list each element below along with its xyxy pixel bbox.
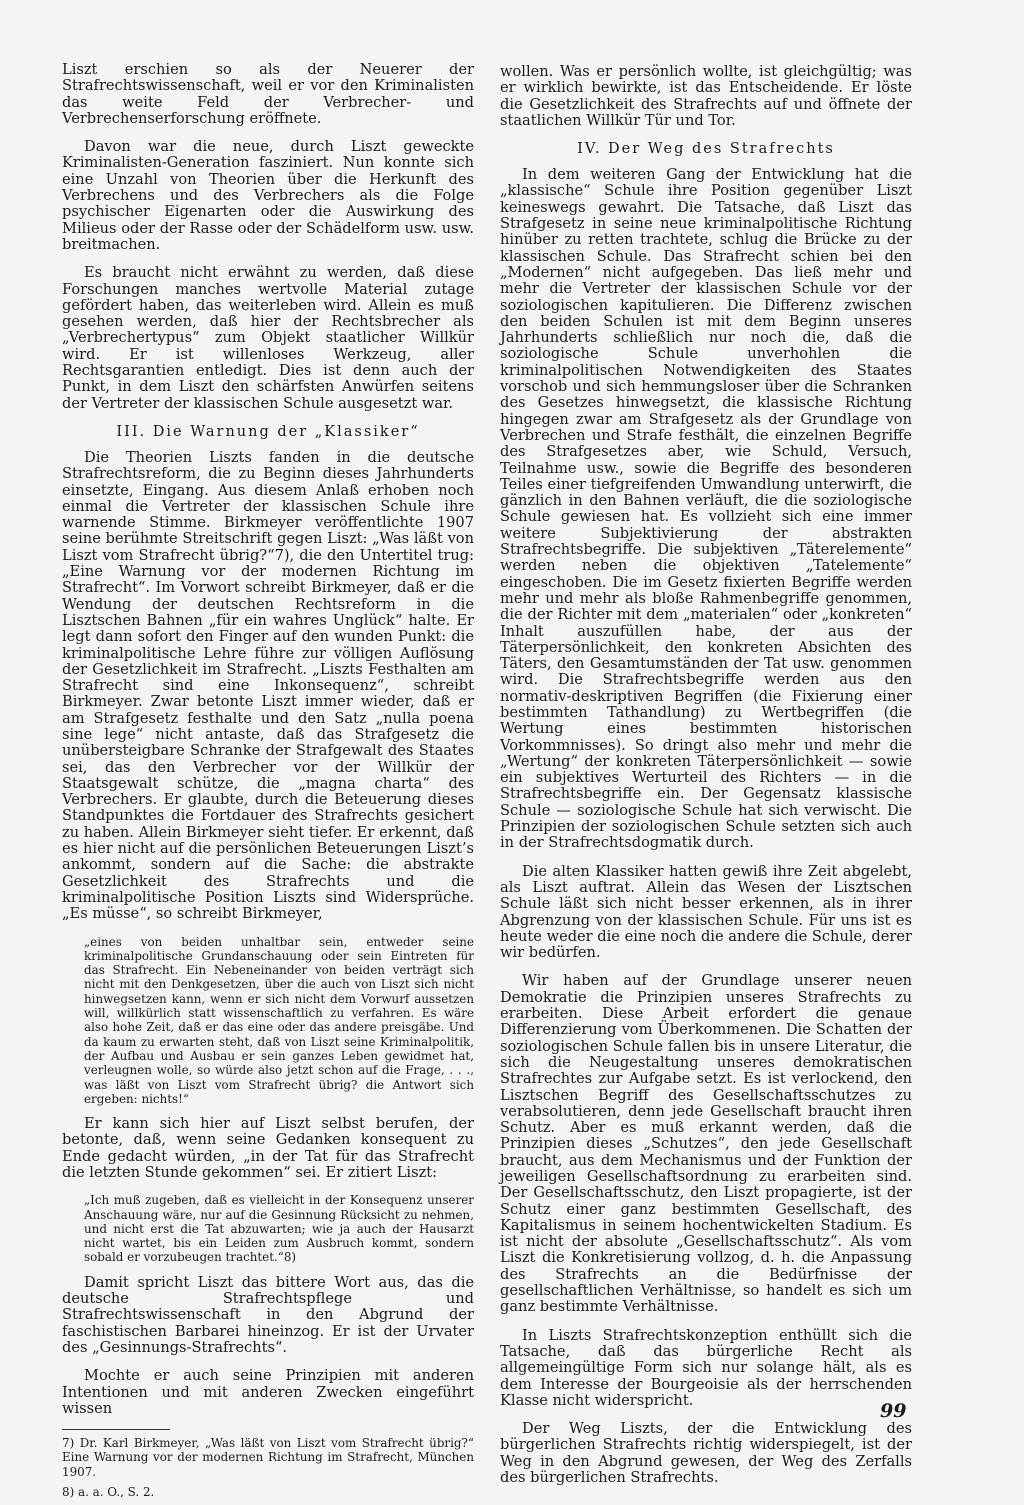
paragraph: Die Theorien Liszts fanden in die deutsche Strafrechtsreform, die zu Beginn dieses Jahrhunderts einsetzte, Eingang. Aus diesem Anlaß erhoben noch einmal die Vertreter der klassischen Schule ihre warnende Stimme. Birkmeyer veröffentlichte 1907 seine berühmte Streitschrift gegen Liszt: „Was läßt von Liszt vom Strafrecht übrig?“7), die den Untertitel trug: „Eine Warnung vor der modernen Richtung im Strafrecht“. Im Vorwort schreibt Birkmeyer, daß er die Wendung der deutschen Rechtsreform in die Lisztschen Bahnen „für ein wahres Unglück“ halte. Er legt dann sofort den Finger auf den wunden Punkt: die kriminalpolitische Lehre führe zur völligen Auflösung der Gesetzlichkeit im Strafrecht. „Liszts Festhalten am Strafrecht sind eine Inkonsequenz“, schreibt Birkmeyer. Zwar betonte Liszt immer wieder, daß er am Strafgesetz festhalte und den Satz „nulla poena sine lege“ nicht antaste, daß das Strafgesetz die unübersteigbare Schranke der Strafgewalt des Staates sei, das den Verbrecher vor der Willkür der Staatsgewalt schütze, die „magna charta“ des Verbrechers. Er glaubte, durch die Beteuerung dieses Standpunktes die Fortdauer des Strafrechts gesichert zu haben. Allein Birkmeyer sieht tiefer. Er erkennt, daß es hier nicht auf die persönlichen Beteuerungen Liszt’s ankommt, sondern auf die Sache: die abstrakte Gesetzlichkeit des Strafrechts und die kriminalpolitische Position Liszts sind Widersprüche. „Es müsse“, so schreibt Birkmeyer, [62,448,474,923]
block-quote: „Ich muß zugeben, daß es vielleicht in der Konsequenz unserer Anschauung wäre, nur auf die Gesinnung Rücksicht zu nehmen, und nicht erst die Tat abzuwarten; wie ja auch der Hausarzt nicht wartet, bis ein Leiden zum Ausbruch kommt, sondern sobald er vorzubeugen trachtet.“8) [84,1193,474,1265]
paragraph: wollen. Was er persönlich wollte, ist gleichgültig; was er wirklich bewirkte, ist das Entscheidende. Er löste die Gesetzlichkeit des Strafrechts auf und öffnete der staatlichen Willkür Tür und Tor. [500,63,912,129]
paragraph: Liszt erschien so als der Neuerer der Strafrechtswissenschaft, weil er vor den Kriminalisten das weite Feld der Verbrecher- und Verbrechenserforschung eröffnete. [62,61,474,127]
paragraph: Er kann sich hier auf Liszt selbst berufen, der betonte, daß, wenn seine Gedanken konsequent zu Ende gedacht würden, „in der Tat für das Strafrecht die letzten Stunde gekommen“ sei. Er zitiert Liszt: [62,1115,474,1181]
section-heading-3: III. Die Warnung der „Klassiker“ [116,423,420,440]
section-heading-4: IV. Der Weg des Strafrechts [577,141,835,158]
paragraph: Es braucht nicht erwähnt zu werden, daß diese Forschungen manches wertvolle Material zutage gefördert haben, das weiterleben wird. Allein es muß gesehen werden, daß hier der Rechtsbrecher als „Verbrechertypus“ zum Objekt staatlicher Willkür wird. Er ist willenloses Werkzeug, aller Rechtsgarantien entledigt. Dies ist denn auch der Punkt, in dem Liszt den schärfsten Anwürfen seitens der Vertreter der klassischen Schule ausgesetzt war. [62,264,474,412]
paragraph: In Liszts Strafrechtskonzeption enthüllt sich die Tatsache, daß das bürgerliche Recht als allgemeingültige Form sich nur solange hält, als es dem Interesse der Bourgeoisie als der herrschenden Klasse nicht widerspricht. [500,1326,912,1409]
page-number: 99 [880,1400,907,1422]
paragraph: Mochte er auch seine Prinzipien mit anderen Intentionen und mit anderen Zwecken eingeführt wissen [62,1367,474,1417]
paragraph: Damit spricht Liszt das bittere Wort aus, das die deutsche Strafrechtspflege und Strafrechtswissenschaft in den Abgrund der faschistischen Barbarei hineinzog. Er ist der Urvater des „Gesinnungs-Strafrechts“. [62,1273,474,1356]
right-column [500,64,912,1498]
block-quote: „eines von beiden unhaltbar sein, entweder seine kriminalpolitische Grundanschauung oder sein Eintreten für das Strafrecht. Ein Nebeneinander von beiden verträgt sich nicht mit den Denkgesetzen, über die auch von Liszt sich nicht hinwegsetzen kann, wenn er sich nicht dem Vorwurf aussetzen will, willkürlich statt wissenschaftlich zu verfahren. Es wäre also hohe Zeit, daß er das eine oder das andere preisgäbe. Und da kaum zu erwarten steht, daß von Liszt seine Kriminalpolitik, der Aufbau und Ausbau er sein ganzes Leben gewidmet hat, verleugnen wolle, so würde also jetzt schon auf die Frage, . . ., was läßt von Liszt vom Strafrecht übrig? die Antwort sich ergeben: nichts!“ [84,934,474,1106]
paragraph: Wir haben auf der Grundlage unserer neuen Demokratie die Prinzipien unseres Strafrechts zu erarbeiten. Diese Arbeit erfordert die genaue Differenzierung vom Überkommenen. Die Schatten der soziologischen Schule fallen bis in unsere Literatur, die sich die Neugestaltung unseres demokratischen Strafrechtes zur Aufgabe setzt. Es ist verlockend, den Lisztschen Begriff des Gesellschaftsschutzes zu verabsolutieren, denn jede Gesellschaft braucht ihren Schutz. Aber es muß erkannt werden, daß die Prinzipien dieses „Schutzes“, den jede Gesellschaft braucht, aus dem Mechanismus und der Funktion der jeweiligen Gesellschaftsordnung zu erarbeiten sind. Der Gesellschaftsschutz, den Liszt propagierte, ist der Schutz einer ganz bestimmten Gesellschaft, des Kapitalismus in seinem hochentwickelten Stadium. Es ist nicht der absolute „Gesellschaftsschutz“. Als vom Liszt die Konkretisierung vollzog, d. h. die Anpassung des Strafrechts an die Bedürfnisse der gesellschaftlichen Verhältnisse, so handelt es sich um ganz bestimmte Verhältnisse. [500,972,912,1316]
left-column [62,62,474,1505]
paragraph: Davon war die neue, durch Liszt geweckte Kriminalisten-Generation fasziniert. Nun konnte sich eine Unzahl von Theorien über die Herkunft des Verbrechens und des Verbrechers als die Folge psychischer Eigenarten oder die Auswirkung des Milieus oder der Rasse oder der Schädelform usw. usw. breitmachen. [62,138,474,253]
paragraph: Die alten Klassiker hatten gewiß ihre Zeit abgelebt, als Liszt auftrat. Allein das Wesen der Lisztschen Schule läßt sich nicht besser erkennen, als in ihrer Abgrenzung von der klassischen Schule. Für uns ist es heute weder die eine noch die andere die Schule, derer wir bedürfen. [500,862,912,962]
paragraph: In dem weiteren Gang der Entwicklung hat die „klassische“ Schule ihre Position gegenüber Liszt keineswegs gewahrt. Die Tatsache, daß Liszt das Strafgesetz in seine neue kriminalpolitische Richtung hinüber zu retten trachtete, schlug die Brücke zu der klassischen Schule. Das Strafrecht schien bei den „Modernen“ nicht aufgegeben. Das ließ mehr und mehr die Vertreter der klassischen Schule vor der soziologischen kapitulieren. Die Differenz zwischen den beiden Schulen ist mit dem Beginn unseres Jahrhunderts schließlich nur noch die, daß die soziologische Schule unverhohlen die kriminalpolitischen Notwendigkeiten des Staates vorschob und sich hemmungsloser über die Schranken des Gesetzes hinwegsetzt, die klassische Richtung hingegen zwar am Strafgesetz als der Grundlage von Verbrechen und Strafe festhält, die einzelnen Begriffe des Strafgesetzes aber, wie Schuld, Versuch, Teilnahme usw., sowie die Begriffe des besonderen Teiles einer tiefgreifenden Umwandlung unterwirft, die gänzlich in den Bahnen verläuft, die die soziologische Schule gewiesen hat. Es vollzieht sich eine immer weitere Subjektivierung der abstrakten Strafrechtsbegriffe. Die subjektiven „Täterelemente“ werden neben die objektiven „Tatelemente“ eingeschoben. Die im Gesetz fixierten Begriffe werden mehr und mehr als bloße Rahmenbegriffe genommen, die der Richter mit dem „materialen“ oder „konkreten“ Inhalt auszufüllen habe, der aus der Täterpersönlichkeit, den konkreten Absichten des Täters, den Gesamtumständen der Tat usw. genommen wird. Die Strafrechtsbegriffe werden aus den normativ-deskriptiven Begriffen (die Fixierung einer bestimmten Tathandlung) zu Wertbegriffen (die Wertung eines bestimmten historischen Vorkommnisses). So dringt also mehr und mehr die „Wertung“ der konkreten Täterpersönlichkeit — sowie ein subjektives Werturteil des Richters — in die Strafrechtsbegriffe ein. Der Gegensatz klassische Schule — soziologische Schule hat sich verwischt. Die Prinzipien der soziologischen Schule setzten sich auch in der Strafrechtsdogmatik durch. [500,166,912,852]
footnote-divider [62,1429,170,1430]
paragraph: Der Weg Liszts, der die Entwicklung des bürgerlichen Strafrechts richtig widerspiegelt, ist der Weg in den Abgrund gewesen, der Weg des Zerfalls des bürgerlichen Strafrechts. [500,1420,912,1487]
footnote: 7) Dr. Karl Birkmeyer, „Was läßt von Liszt vom Strafrecht übrig?“ Eine Warnung vor der modernen Richtung im Strafrecht, München 1907. [62,1436,474,1479]
footnote: 8) a. a. O., S. 2. [62,1485,155,1500]
